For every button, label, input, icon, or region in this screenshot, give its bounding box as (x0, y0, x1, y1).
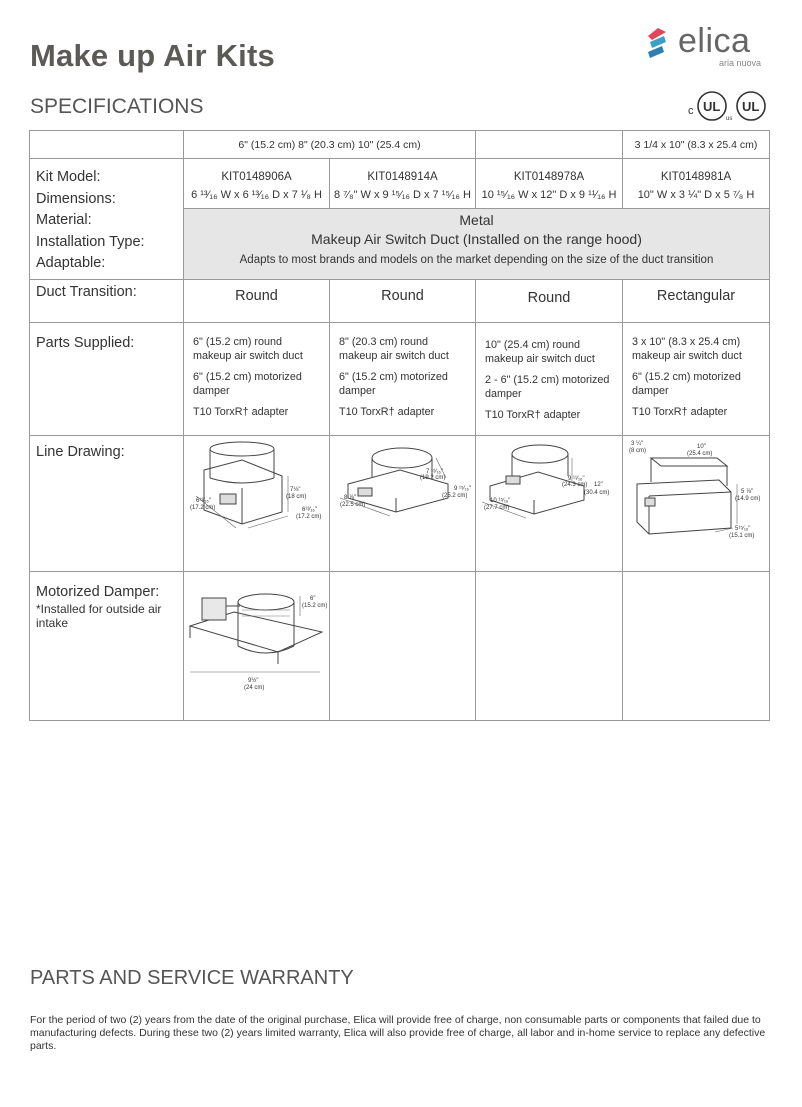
drawing-label: (30.4 cm) (584, 489, 610, 496)
parts-cell-1 (184, 322, 330, 435)
brand-tagline: aria nuova (719, 58, 762, 68)
part-item: T10 TorxR† adapter (485, 408, 581, 421)
part-item: 8" (20.3 cm) round makeup air switch duct (339, 335, 449, 362)
drawing-label: 9½" (248, 677, 259, 684)
drawing-label: 5¹⁵⁄₁₆" (735, 525, 751, 532)
size-row (30, 131, 770, 159)
duct-transition-value: Rectangular (623, 279, 770, 322)
cert-prefix: c (688, 105, 694, 117)
drawing-label: (22.5 cm) (340, 501, 366, 508)
kit-dimensions: 10 ¹⁵⁄₁₆ W x 12" D x 9 ¹¹⁄₁₆ H (481, 189, 617, 201)
drawing-label: 5 ⅞" (741, 488, 754, 495)
round-duct-10-drawing (476, 436, 623, 559)
drawing-label: (25.4 cm) (687, 450, 713, 457)
parts-cell-4 (623, 322, 770, 435)
cert-right-mark: UL (742, 99, 760, 114)
dimensions-label: Dimensions: (36, 190, 116, 207)
brand-wordmark: elica (678, 22, 751, 60)
kit-model: KIT0148978A (513, 171, 585, 183)
warranty-text: For the period of two (2) years from the date of the original purchase, Elica will provide free of charge, non consumable parts or components that failed due to manufacturing defects. During these two (2) years limited warranty, Elica will also provide free of charge, all labor and in-home service to replace any defective parts. (30, 1014, 766, 1052)
part-item: 10" (25.4 cm) round makeup air switch duct (485, 338, 595, 365)
drawing-label: 9 ¹¹⁄₁₆" (568, 475, 585, 482)
part-item: 6" (15.2 cm) motorized damper (193, 370, 302, 397)
rectangular-duct-drawing (623, 436, 770, 559)
line-drawing-label: Line Drawing: (30, 435, 184, 571)
adaptable-value: Adapts to most brands and models on the market depending on the size of the duct transition (239, 253, 714, 266)
drawing-cell-1 (184, 435, 330, 571)
motorized-damper-label-cell (30, 571, 184, 720)
model-cell-1 (184, 159, 330, 209)
motorized-damper-drawing (184, 572, 330, 704)
model-cell-2 (330, 159, 476, 209)
material-value: Metal (459, 211, 494, 228)
drawing-label: (19.2 cm) (420, 474, 446, 481)
shared-specs-cell (184, 208, 770, 279)
parts-supplied-label: Parts Supplied: (30, 322, 184, 435)
drawing-label: (8 cm) (629, 447, 646, 454)
brand-logo (644, 24, 774, 72)
kit-dimensions: 10" W x 3 ¼" D x 5 ⁷⁄₈ H (637, 189, 755, 201)
adaptable-label: Adaptable: (36, 255, 106, 271)
duct-transition-value: Round (184, 279, 330, 322)
kit-model: KIT0148914A (367, 171, 438, 183)
drawing-label: (27.7 cm) (484, 504, 510, 511)
warranty-heading: PARTS AND SERVICE WARRANTY (30, 967, 354, 989)
part-item: 3 x 10" (8.3 x 25.4 cm) makeup air switch duct (632, 335, 742, 362)
duct-transition-value: Round (476, 279, 623, 322)
parts-cell-3 (476, 322, 623, 435)
drawing-label: (14.9 cm) (735, 495, 761, 502)
drawing-label: (25.2 cm) (442, 492, 468, 499)
material-label: Material: (36, 212, 92, 228)
specifications-table (29, 130, 770, 721)
size-rect-cell: 3 1/4 x 10" (8.3 x 25.4 cm) (623, 131, 770, 159)
part-item: 2 - 6" (15.2 cm) motorized damper (485, 373, 610, 400)
spec-labels-cell (30, 159, 184, 280)
drawing-label: (18 cm) (286, 493, 307, 500)
drawing-label: (17.2 cm) (190, 504, 216, 511)
cert-left-mark: UL (703, 99, 721, 114)
drawing-label: (24.3 cm) (562, 481, 588, 488)
drawing-label: (17.2 cm) (296, 513, 322, 520)
drawing-label: 6¹³⁄₁₆" (196, 497, 211, 504)
drawing-row (30, 435, 770, 571)
drawing-label: 6" (310, 595, 316, 602)
model-cell-3 (476, 159, 623, 209)
drawing-label: 7 ¹⁵⁄₁₆" (426, 468, 444, 475)
model-row (30, 159, 770, 209)
drawing-label: (24 cm) (244, 684, 265, 691)
part-item: 6" (15.2 cm) round makeup air switch duct (193, 335, 303, 362)
damper-drawing-cell (184, 571, 330, 720)
part-item: 6" (15.2 cm) motorized damper (339, 370, 448, 397)
kit-model: KIT0148906A (221, 171, 292, 183)
ul-certification-icon (688, 89, 768, 123)
parts-row (30, 322, 770, 435)
drawing-label: 3 ¼" (631, 440, 644, 447)
model-cell-4 (623, 159, 770, 209)
drawing-label: 10" (697, 443, 706, 450)
round-duct-6-drawing (184, 436, 330, 559)
kit-dimensions: 8 ⁷⁄₈" W x 9 ¹⁵⁄₁₆ D x 7 ¹⁵⁄₁₆ H (334, 189, 471, 201)
drawing-label: 12" (594, 481, 603, 488)
part-item: T10 TorxR† adapter (339, 405, 435, 418)
part-item: T10 TorxR† adapter (632, 405, 728, 418)
drawing-label: 7⅛" (290, 486, 301, 493)
drawing-label: 9 ¹⁵⁄₁₆" (454, 485, 472, 492)
drawing-cell-3 (476, 435, 623, 571)
empty-cell (330, 571, 476, 720)
duct-transition-label: Duct Transition: (30, 279, 184, 322)
page-title: Make up Air Kits (30, 38, 275, 73)
drawing-label: 10 ¹⁵⁄₁₆" (490, 497, 511, 504)
kit-model: KIT0148981A (660, 171, 732, 183)
cert-suffix: us (726, 116, 733, 122)
part-item: 6" (15.2 cm) motorized damper (632, 370, 741, 397)
drawing-cell-2 (330, 435, 476, 571)
size-round-cell: 6" (15.2 cm) 8" (20.3 cm) 10" (25.4 cm) (184, 131, 476, 159)
duct-row (30, 279, 770, 322)
kit-dimensions: 6 ¹³⁄₁₆ W x 6 ¹³⁄₁₆ D x 7 ¹⁄₈ H (191, 189, 322, 201)
drawing-label: (15.1 cm) (729, 532, 755, 539)
damper-note: *Installed for outside air intake (36, 601, 162, 630)
round-duct-8-drawing (330, 436, 476, 559)
installation-type-value: Makeup Air Switch Duct (Installed on the range hood) (311, 230, 642, 247)
damper-row (30, 571, 770, 720)
drawing-cell-4 (623, 435, 770, 571)
installation-type-label: Installation Type: (36, 233, 145, 250)
empty-cell (476, 571, 623, 720)
parts-cell-2 (330, 322, 476, 435)
drawing-label: 8 ⅞" (344, 494, 357, 501)
drawing-label: (15.2 cm) (302, 602, 328, 609)
kit-model-label: Kit Model: (36, 169, 101, 185)
specifications-heading: SPECIFICATIONS (30, 95, 204, 118)
size-label-cell (30, 131, 184, 159)
part-item: T10 TorxR† adapter (193, 405, 289, 418)
elica-mark-icon (644, 26, 670, 66)
duct-transition-value: Round (330, 279, 476, 322)
motorized-damper-label: Motorized Damper: (36, 583, 160, 600)
size-empty-cell (476, 131, 623, 159)
empty-cell (623, 571, 770, 720)
drawing-label: 6¹³⁄₁₆" (302, 506, 317, 513)
